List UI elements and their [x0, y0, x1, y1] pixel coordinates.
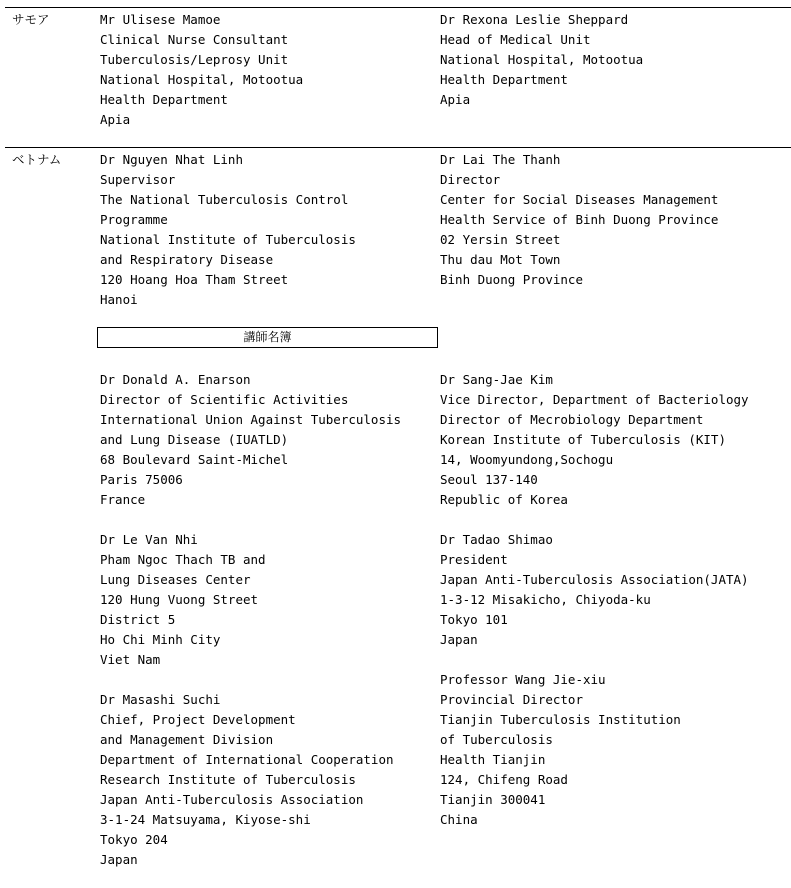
contact-line: Japan Anti-Tuberculosis Association: [100, 792, 364, 807]
contact-line: Dr Masashi Suchi: [100, 692, 221, 707]
contact-line: Department of International Cooperation: [100, 752, 394, 767]
contact-line: 02 Yersin Street: [440, 232, 561, 247]
contact-line: Japan Anti-Tuberculosis Association(JATA): [440, 572, 749, 587]
contact-line: Dr Tadao Shimao: [440, 532, 553, 547]
contact-line: National Hospital, Motootua: [100, 72, 304, 87]
contact-line: Tianjin Tuberculosis Institution: [440, 712, 681, 727]
contact-line: Provincial Director: [440, 692, 583, 707]
contact-line: Director: [440, 172, 501, 187]
contact-line: Viet Nam: [100, 652, 161, 667]
country-label-samoa: サモア: [12, 12, 50, 27]
contact-line: of Tuberculosis: [440, 732, 553, 747]
lecturer-contact: [100, 370, 401, 510]
country-label-vietnam: ベトナム: [12, 152, 62, 167]
lecturer-contact: [440, 370, 749, 510]
contact-line: Dr Sang-Jae Kim: [440, 372, 553, 387]
contact-line: Health Service of Binh Duong Province: [440, 212, 719, 227]
contact-line: Korean Institute of Tuberculosis (KIT): [440, 432, 726, 447]
contact-line: Dr Rexona Leslie Sheppard: [440, 12, 629, 27]
contact-line: Tokyo 204: [100, 832, 168, 847]
contact-line: Seoul 137-140: [440, 472, 538, 487]
contact-line: 68 Boulevard Saint-Michel: [100, 452, 289, 467]
contact-line: Tokyo 101: [440, 612, 508, 627]
contact-line: Japan: [440, 632, 478, 647]
samoa-contact-left: [100, 10, 303, 130]
contact-line: 3-1-24 Matsuyama, Kiyose-shi: [100, 812, 311, 827]
contact-line: District 5: [100, 612, 176, 627]
samoa-contact-right: [440, 10, 643, 110]
contact-line: 120 Hung Vuong Street: [100, 592, 259, 607]
contact-line: Republic of Korea: [440, 492, 568, 507]
contact-line: and Management Division: [100, 732, 274, 747]
contact-line: Hanoi: [100, 292, 138, 307]
contact-line: Lung Diseases Center: [100, 572, 251, 587]
contact-line: Pham Ngoc Thach TB and: [100, 552, 266, 567]
contact-line: International Union Against Tuberculosis: [100, 412, 402, 427]
contact-line: Health Department: [100, 92, 228, 107]
contact-line: Mr Ulisese Mamoe: [100, 12, 221, 27]
contact-line: Paris 75006: [100, 472, 183, 487]
top-rule: [5, 7, 791, 8]
contact-line: 1-3-12 Misakicho, Chiyoda-ku: [440, 592, 651, 607]
contact-line: Head of Medical Unit: [440, 32, 591, 47]
contact-line: and Respiratory Disease: [100, 252, 274, 267]
contact-line: 120 Hoang Hoa Tham Street: [100, 272, 289, 287]
contact-line: 124, Chifeng Road: [440, 772, 568, 787]
vietnam-contact-right: [440, 150, 718, 290]
contact-line: Professor Wang Jie-xiu: [440, 672, 606, 687]
contact-line: Dr Donald A. Enarson: [100, 372, 251, 387]
contact-line: Ho Chi Minh City: [100, 632, 221, 647]
contact-line: Tianjin 300041: [440, 792, 546, 807]
contact-line: Clinical Nurse Consultant: [100, 32, 289, 47]
contact-line: Director of Scientific Activities: [100, 392, 349, 407]
contact-line: President: [440, 552, 508, 567]
contact-line: Chief, Project Development: [100, 712, 296, 727]
section-rule: [5, 147, 791, 148]
contact-line: Supervisor: [100, 172, 176, 187]
contact-line: Dr Lai The Thanh: [440, 152, 561, 167]
contact-line: Apia: [100, 112, 131, 127]
contact-line: The National Tuberculosis Control: [100, 192, 349, 207]
contact-line: Health Tianjin: [440, 752, 546, 767]
contact-line: France: [100, 492, 146, 507]
lecturer-contact: [440, 530, 749, 650]
lecturer-contact: [100, 530, 266, 670]
lecturer-list-heading: 講師名簿: [97, 327, 438, 348]
contact-line: Research Institute of Tuberculosis: [100, 772, 356, 787]
contact-line: Thu dau Mot Town: [440, 252, 561, 267]
contact-line: Director of Mecrobiology Department: [440, 412, 704, 427]
contact-line: 14, Woomyundong,Sochogu: [440, 452, 614, 467]
contact-line: Tuberculosis/Leprosy Unit: [100, 52, 289, 67]
contact-line: Japan: [100, 852, 138, 867]
lecturer-contact: [440, 670, 681, 830]
contact-line: Health Department: [440, 72, 568, 87]
contact-line: Programme: [100, 212, 168, 227]
contact-line: National Institute of Tuberculosis: [100, 232, 356, 247]
contact-line: Vice Director, Department of Bacteriology: [440, 392, 749, 407]
contact-line: Binh Duong Province: [440, 272, 583, 287]
lecturer-contact: [100, 690, 394, 870]
contact-line: Dr Le Van Nhi: [100, 532, 198, 547]
contact-line: and Lung Disease (IUATLD): [100, 432, 289, 447]
contact-line: China: [440, 812, 478, 827]
contact-line: National Hospital, Motootua: [440, 52, 644, 67]
contact-line: Apia: [440, 92, 471, 107]
contact-line: Dr Nguyen Nhat Linh: [100, 152, 243, 167]
contact-line: Center for Social Diseases Management: [440, 192, 719, 207]
vietnam-contact-left: [100, 150, 356, 310]
